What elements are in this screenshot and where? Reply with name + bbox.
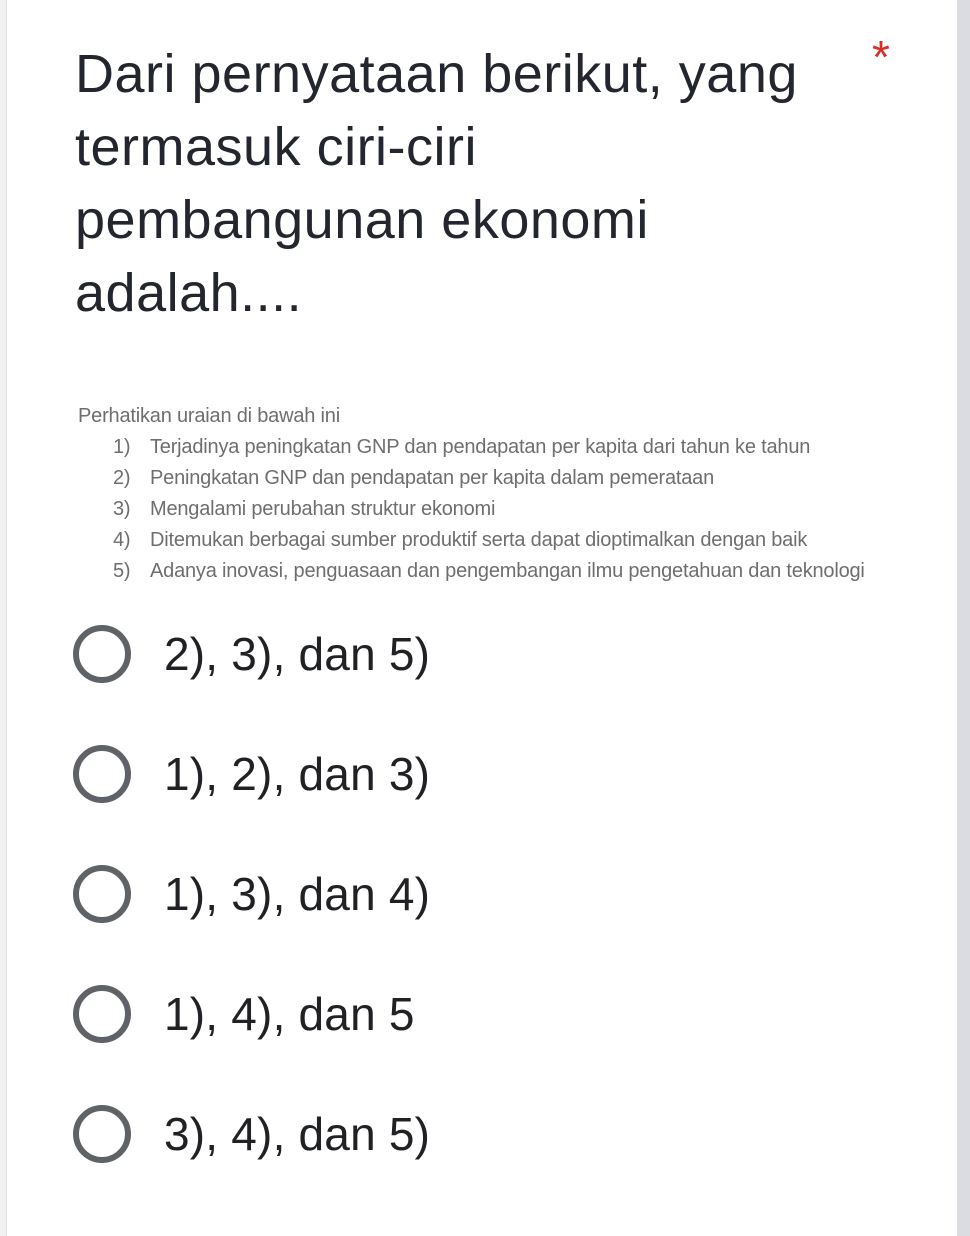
attachment-item <box>113 556 890 587</box>
radio-button[interactable] <box>73 865 131 923</box>
attachment-item <box>113 432 890 463</box>
question-title-line: pembangunan ekonomi <box>75 190 649 250</box>
attachment-item <box>113 463 890 494</box>
question-title <box>75 38 875 330</box>
attachment-item-number: 1) <box>113 436 131 458</box>
attachment-item-text: Adanya inovasi, penguasaan dan pengembangan ilmu pengetahuan dan teknologi <box>150 560 865 582</box>
attachment-item-text: Terjadinya peningkatan GNP dan pendapatan per kapita dari tahun ke tahun <box>150 436 811 458</box>
question-attachment-text <box>75 401 890 587</box>
attachment-item-text: Mengalami perubahan struktur ekonomi <box>150 498 496 520</box>
answer-option-row[interactable] <box>73 625 890 683</box>
radio-button[interactable] <box>73 985 131 1043</box>
radio-button[interactable] <box>73 745 131 803</box>
attachment-item-number: 4) <box>113 529 131 551</box>
attachment-item <box>113 525 890 556</box>
attachment-item <box>113 494 890 525</box>
answer-option-label[interactable]: 2), 3), dan 5) <box>164 628 431 680</box>
page-left-gutter <box>0 0 7 1236</box>
question-title-line: termasuk ciri-ciri <box>75 117 478 177</box>
answer-options-group <box>75 625 890 1163</box>
answer-option-label[interactable]: 1), 4), dan 5 <box>164 988 415 1040</box>
radio-button[interactable] <box>73 625 131 683</box>
attachment-item-text: Ditemukan berbagai sumber produktif serta dapat dioptimalkan dengan baik <box>150 529 808 551</box>
attachment-header: Perhatikan uraian di bawah ini <box>78 405 340 427</box>
answer-option-row[interactable] <box>73 985 890 1043</box>
attachment-item-text: Peningkatan GNP dan pendapatan per kapita dalam pemerataan <box>150 467 714 489</box>
answer-option-label[interactable]: 3), 4), dan 5) <box>164 1108 431 1160</box>
answer-option-row[interactable] <box>73 865 890 923</box>
radio-button[interactable] <box>73 1105 131 1163</box>
answer-option-row[interactable] <box>73 745 890 803</box>
attachment-item-number: 2) <box>113 467 131 489</box>
attachment-item-number: 5) <box>113 560 131 582</box>
answer-option-label[interactable]: 1), 3), dan 4) <box>164 868 431 920</box>
scrollbar-track[interactable] <box>957 0 970 1236</box>
question-title-line: adalah.... <box>75 263 303 323</box>
answer-option-row[interactable] <box>73 1105 890 1163</box>
required-asterisk-icon: * <box>872 31 890 83</box>
attachment-item-number: 3) <box>113 498 131 520</box>
answer-option-label[interactable]: 1), 2), dan 3) <box>164 748 431 800</box>
question-title-line: Dari pernyataan berikut, yang <box>75 44 798 104</box>
question-card <box>8 0 957 1236</box>
